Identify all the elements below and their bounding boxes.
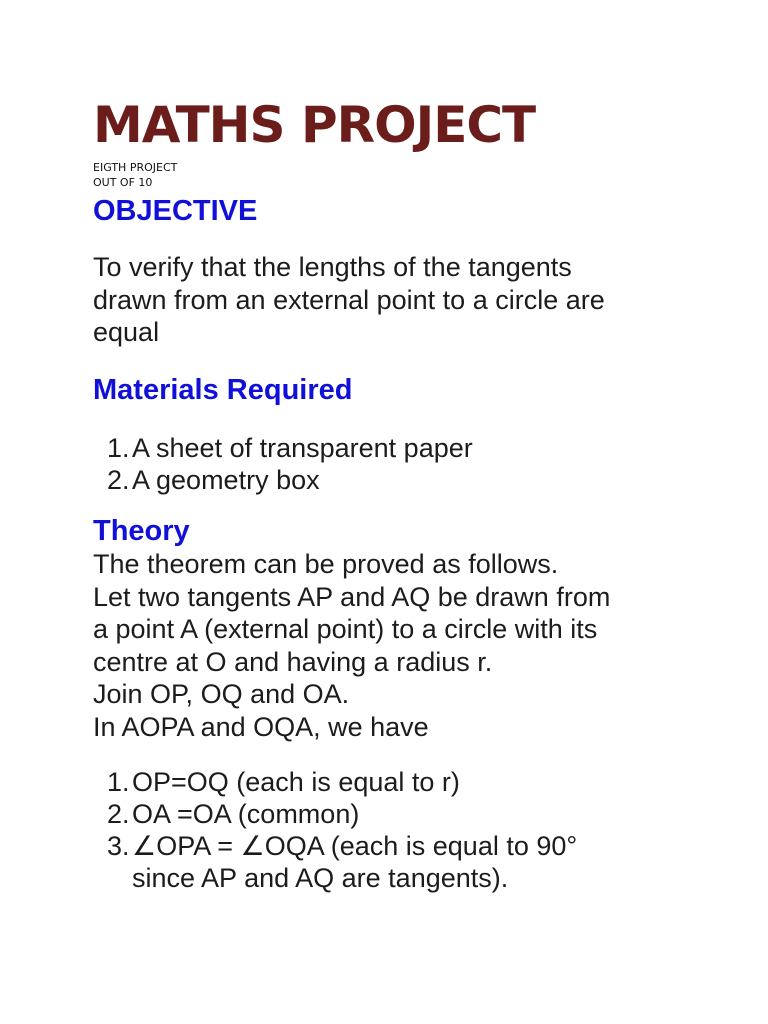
theory-heading: Theory: [93, 515, 190, 547]
list-item-text: OA =OA (common): [132, 799, 360, 829]
list-item-number: 3.: [107, 831, 130, 861]
list-item-text: since AP and AQ are tangents).: [132, 863, 509, 893]
theory-text: [93, 548, 733, 743]
theory-line: The theorem can be proved as follows.: [93, 549, 559, 579]
objective-heading: OBJECTIVE: [93, 195, 258, 227]
list-item-text: ∠OPA = ∠OQA (each is equal to 90°: [132, 831, 578, 861]
materials-list: [93, 432, 473, 496]
materials-heading: Materials Required: [93, 374, 353, 406]
theory-line: Join OP, OQ and OA.: [93, 679, 350, 709]
list-item-text: A sheet of transparent paper: [132, 433, 473, 463]
list-item-text: OP=OQ (each is equal to r): [132, 767, 460, 797]
list-item: [93, 464, 473, 496]
list-item: [93, 432, 473, 464]
page-title: MATHS PROJECT: [93, 96, 536, 154]
list-item-number: 2.: [107, 799, 130, 829]
objective-line: To verify that the lengths of the tangents: [93, 252, 572, 282]
list-item-number: 2.: [107, 465, 130, 495]
theory-line: Let two tangents AP and AQ be drawn from: [93, 581, 611, 612]
objective-text: [93, 251, 733, 349]
theory-line: centre at O and having a radius r.: [93, 646, 493, 677]
list-item: [93, 830, 577, 894]
objective-line: drawn from an external point to a circle are: [93, 284, 605, 315]
list-item-number: 1.: [107, 433, 130, 463]
project-number-label: EIGTH PROJECT: [93, 161, 178, 174]
theory-line: In AOPA and OQA, we have: [93, 711, 429, 742]
theory-steps-list: [93, 766, 577, 894]
project-count-label: OUT OF 10: [93, 176, 153, 189]
list-item: [93, 798, 577, 830]
list-item-number: 1.: [107, 767, 130, 797]
theory-line: a point A (external point) to a circle with its: [93, 614, 598, 644]
objective-line: equal: [93, 317, 160, 347]
list-item-text: A geometry box: [132, 465, 320, 495]
list-item: [93, 766, 577, 798]
